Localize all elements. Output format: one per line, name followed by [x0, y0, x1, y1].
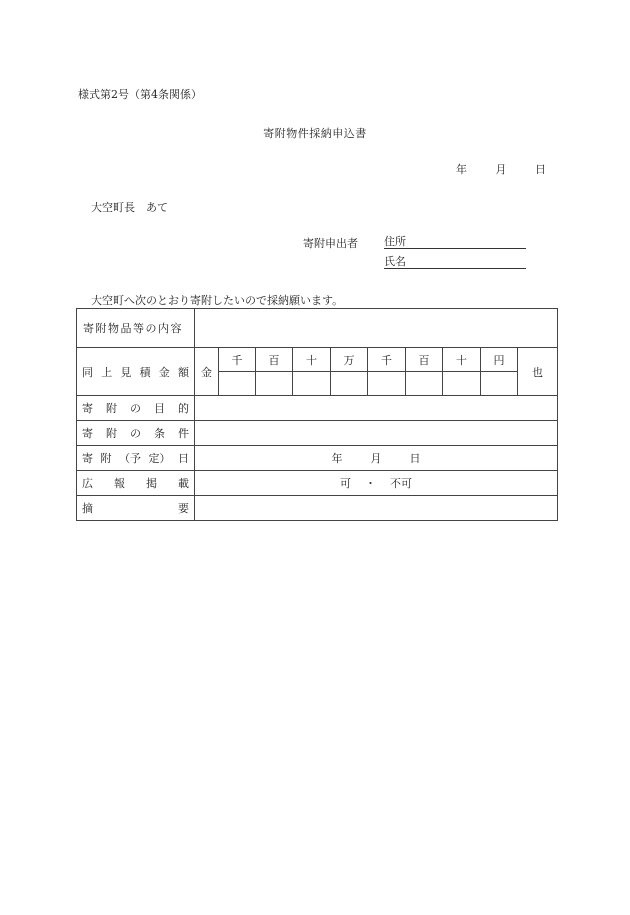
application-date — [456, 161, 546, 177]
digit-thousand: 千 — [368, 348, 406, 372]
digit-input[interactable] — [219, 372, 256, 396]
row-remarks — [77, 496, 558, 521]
name-field[interactable] — [384, 254, 526, 269]
publication-choice[interactable] — [195, 471, 558, 496]
name-label: 氏名 — [384, 255, 406, 268]
row-conditions — [77, 421, 558, 446]
row-purpose — [77, 396, 558, 421]
digit-hundred-thousand: 十 — [293, 348, 331, 372]
digit-input[interactable] — [368, 372, 406, 396]
amount-label: 同 上 見 積 金 額 — [77, 348, 195, 396]
digit-input[interactable] — [256, 372, 293, 396]
amount-suffix: 也 — [518, 348, 558, 396]
content-label: 寄附物品等の内容 — [77, 309, 195, 348]
intro-text: 大空町へ次のとおり寄附したいので採納願います。 — [91, 294, 344, 307]
row-content — [77, 309, 558, 348]
purpose-label: 寄 附 の 目 的 — [77, 396, 195, 421]
amount-prefix: 金 — [195, 348, 219, 396]
digit-input[interactable] — [293, 372, 331, 396]
remarks-input[interactable] — [195, 496, 558, 521]
month-label: 月 — [370, 452, 382, 465]
row-amount — [77, 348, 558, 372]
day-label: 日 — [535, 163, 546, 176]
year-label: 年 — [456, 163, 467, 176]
option-deny[interactable]: 不可 — [390, 477, 413, 490]
document-title: 寄附物件採納申込書 — [263, 127, 367, 140]
content-input[interactable] — [195, 309, 558, 348]
digit-yen: 円 — [481, 348, 518, 372]
addressee: 大空町長 あて — [91, 201, 168, 214]
digit-ten: 十 — [443, 348, 481, 372]
donation-date-input[interactable] — [195, 446, 558, 471]
digit-ten-thousand: 万 — [331, 348, 368, 372]
digit-million: 百 — [256, 348, 293, 372]
address-field[interactable] — [384, 234, 526, 249]
applicant-label: 寄附申出者 — [303, 237, 358, 250]
form-number: 様式第2号（第4条関係） — [78, 88, 202, 101]
donation-date-label: 寄 附 （予 定） 日 — [77, 446, 195, 471]
day-label: 日 — [409, 452, 421, 465]
row-date — [77, 446, 558, 471]
digit-input[interactable] — [481, 372, 518, 396]
year-label: 年 — [331, 452, 343, 465]
remarks-label: 摘 要 — [77, 496, 195, 521]
option-separator: ・ — [365, 477, 377, 490]
month-label: 月 — [495, 163, 507, 176]
purpose-input[interactable] — [195, 396, 558, 421]
digit-input[interactable] — [443, 372, 481, 396]
conditions-label: 寄 附 の 条 件 — [77, 421, 195, 446]
publication-label: 広 報 掲 載 — [77, 471, 195, 496]
address-label: 住所 — [384, 235, 406, 248]
option-allow[interactable]: 可 — [340, 477, 352, 490]
digit-input[interactable] — [331, 372, 368, 396]
row-publication — [77, 471, 558, 496]
digit-hundred: 百 — [406, 348, 443, 372]
digit-ten-million: 千 — [219, 348, 256, 372]
donation-form-table — [76, 308, 558, 521]
digit-input[interactable] — [406, 372, 443, 396]
conditions-input[interactable] — [195, 421, 558, 446]
